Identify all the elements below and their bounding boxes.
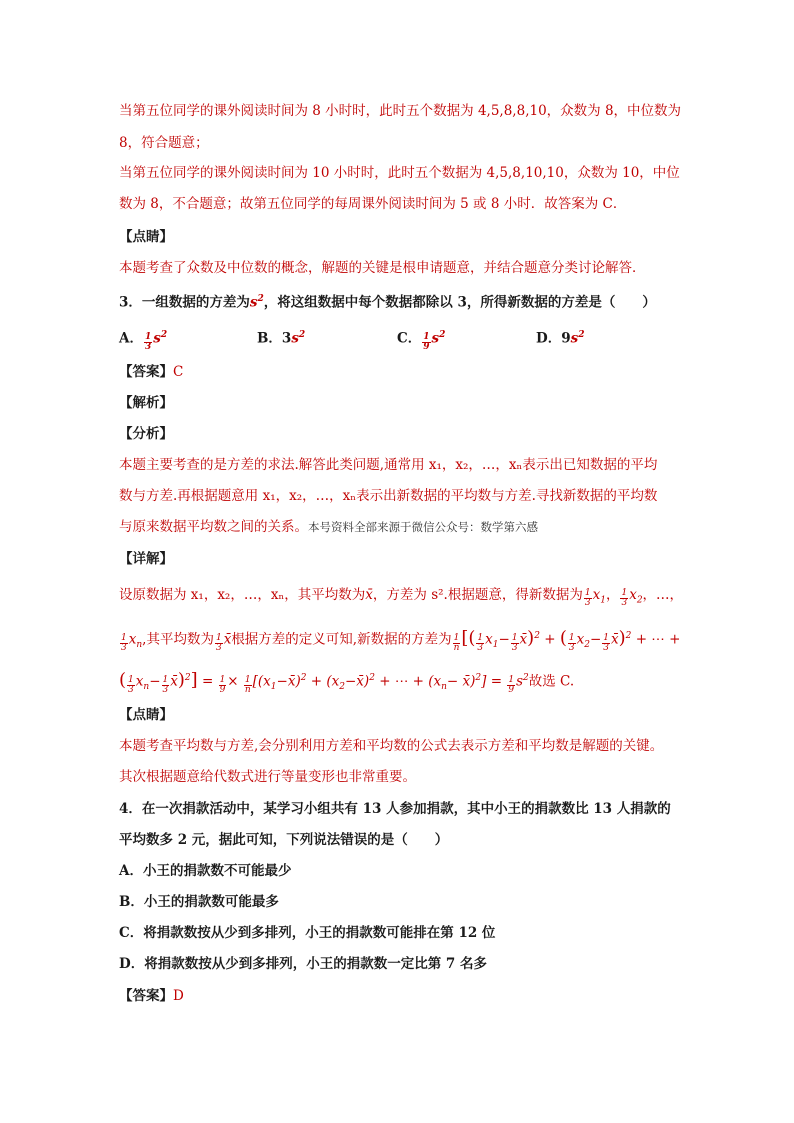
option-b: B．小王的捐款数可能最多 <box>119 894 279 910</box>
text-line: 当第五位同学的课外阅读时间为 8 小时时，此时五个数据为 4,5,8,8,10，众数为 8，中位数为 <box>119 103 682 119</box>
option-a: A． $\frac{1}{3}$ $s^2$ <box>119 330 168 352</box>
section-tag: 【详解】 <box>119 551 173 567</box>
text-line: 当第五位同学的课外阅读时间为 10 小时时，此时五个数据为 4,5,8,10,10，众数为 10，中位 <box>119 165 680 181</box>
question-4-cont: 平均数多 2 元，据此可知，下列说法错误的是（ ） <box>119 832 449 848</box>
text-line: 8，符合题意； <box>119 135 209 151</box>
section-tag: 【点睛】 <box>119 229 173 245</box>
section-tag: 【分析】 <box>119 426 173 442</box>
text-line: 数为 8，不合题意；故第五位同学的每周课外阅读时间为 5 或 8 小时．故答案为 C． <box>119 196 627 212</box>
detail-line-2: $\frac{1}{3}$ $x_n$,其平均数为 $\frac{1}{3}$ x̄根据方差的定义可知,新数据的方差为 $\frac{1}{n}$ [( $\frac{1}{3}$ $x_1-$ $\frac{1}{3}$ x̄)$^2$ + ( $\frac{1}{3}$ $x_2-$ $\frac{1}{3}$ x̄)$^2$ + ⋯ + <box>121 627 681 653</box>
text-line: 本题考查了众数及中位数的概念，解题的关键是根申请题意，并结合题意分类讨论解答． <box>119 260 646 276</box>
option-d: D．将捐款数按从少到多排列，小王的捐款数一定比第 7 名多 <box>119 956 487 972</box>
section-tag: 【解析】 <box>119 395 173 411</box>
option-c: C．将捐款数按从少到多排列，小王的捐款数可能排在第 12 位 <box>119 925 496 941</box>
answer-line: 【答案】D <box>119 988 184 1004</box>
question-4: 4．在一次捐款活动中，某学习小组共有 13 人参加捐款，其中小王的捐款数比 13 人捐款的 <box>119 801 671 817</box>
detail-line-3: ( $\frac{1}{3}$ $x_n-$ $\frac{1}{3}$ x̄)$^2$] = $\frac{1}{9}$ × $\frac{1}{n}$ [$(x_1-x̄)^2$ + $(x_2-x̄)^2$ + ⋯ + ($x_n-$ x̄)$^2$] = $\frac{1}{9}$ $s^2$故选 C. <box>119 669 575 695</box>
text-line: 其次根据题意给代数式进行等量变形也非常重要。 <box>119 769 416 785</box>
text-line: 本题考查平均数与方差,会分别利用方差和平均数的公式去表示方差和平均数是解题的关键。 <box>119 738 664 754</box>
option-a: A．小王的捐款数不可能最少 <box>119 863 292 879</box>
text-line: 数与方差.再根据题意用 x₁，x₂，…，xₙ表示出新数据的平均数与方差.寻找新数据的平均数 <box>119 488 658 504</box>
option-c: C． $\frac{1}{9}$ $s^2$ <box>397 330 446 352</box>
option-d: D．$9s^2$ <box>536 330 585 347</box>
text-line: 与原来数据平均数之间的关系。本号资料全部来源于微信公众号：数学第六感 <box>119 519 538 535</box>
detail-line-1: 设原数据为 x₁，x₂，…，xₙ，其平均数为x̄，方差为 s².根据题意，得新数据为 $\frac{1}{3}$ $x_1$， $\frac{1}{3}$ $x_2$，…， <box>119 587 684 608</box>
option-b: B．$3s^2$ <box>257 330 306 347</box>
answer-line: 【答案】C <box>119 364 184 380</box>
section-tag: 【点睛】 <box>119 707 173 723</box>
text-line: 本题主要考查的是方差的求法.解答此类问题,通常用 x₁，x₂，…，xₙ表示出已知数据的平均 <box>119 457 658 473</box>
question-3: 3．一组数据的方差为$s^2$，将这组数据中每个数据都除以 3，所得新数据的方差是（ ） <box>119 294 656 311</box>
